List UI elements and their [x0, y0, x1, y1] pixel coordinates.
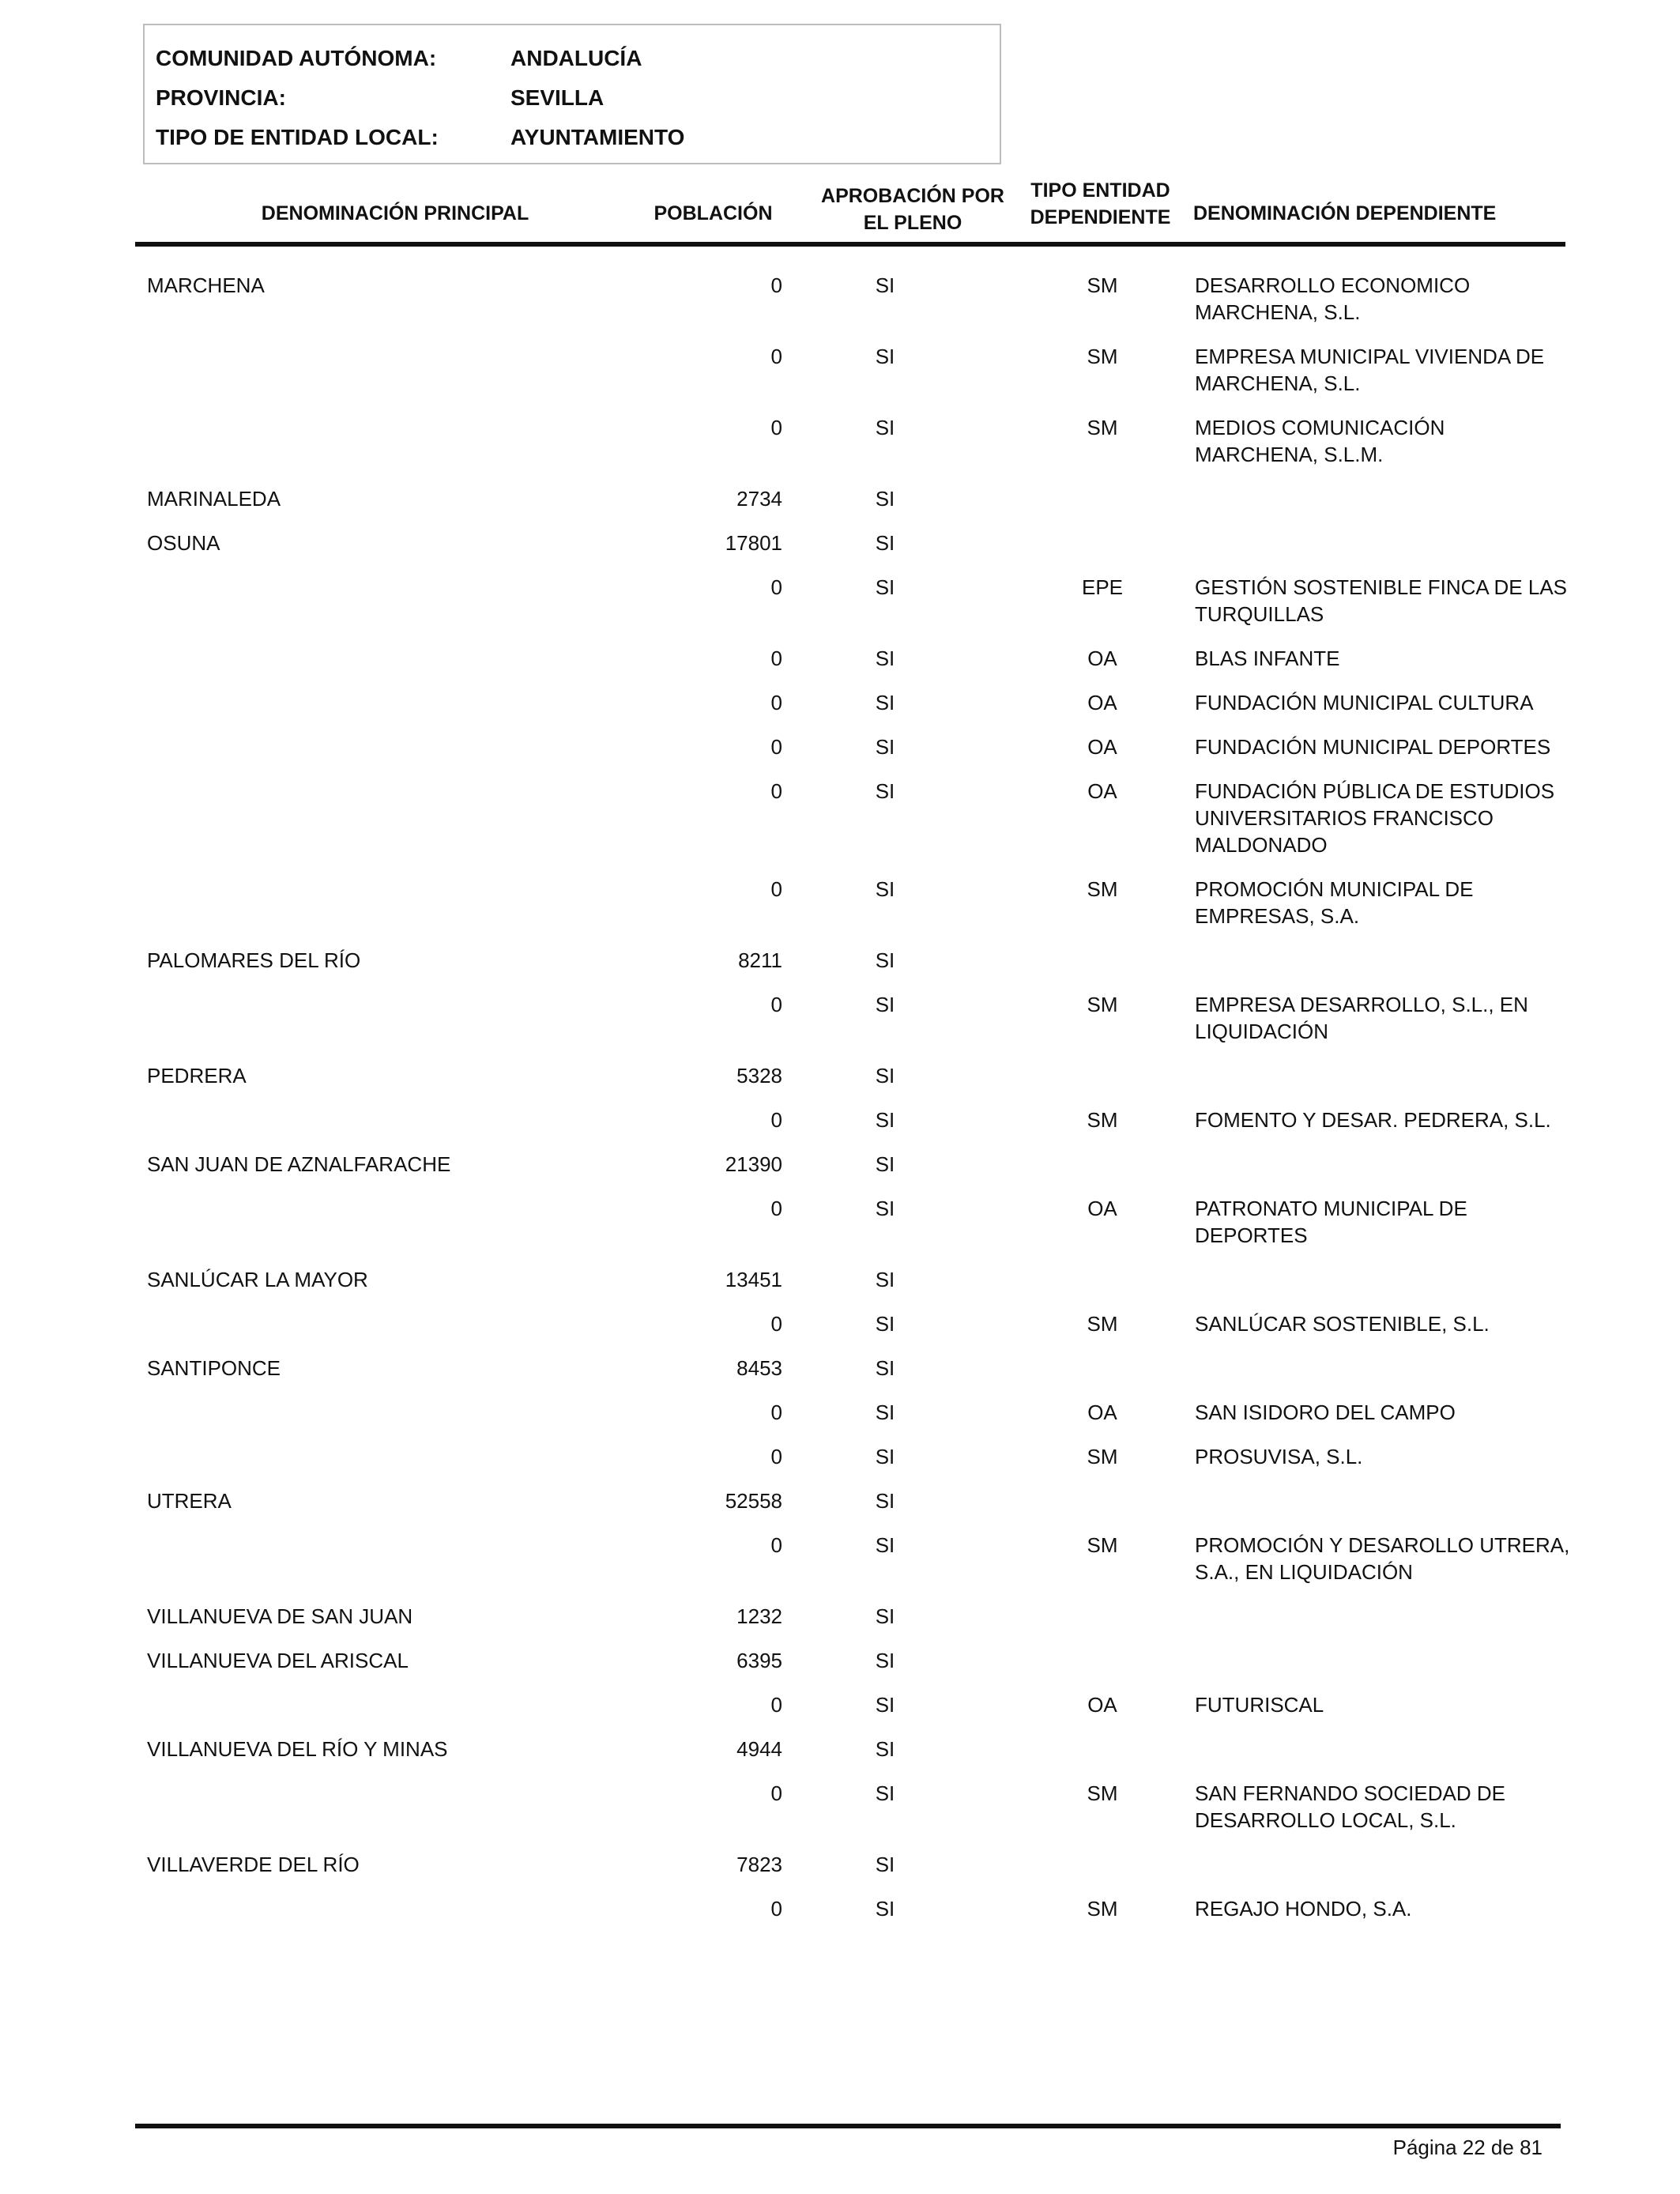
- cell-poblacion: 4944: [736, 1737, 782, 1761]
- dependiente-line: MARCHENA, S.L.M.: [1195, 443, 1384, 466]
- dependiente-line: EMPRESA DESARROLLO, S.L., EN: [1195, 993, 1528, 1016]
- cell-dependiente: [1195, 991, 1546, 1045]
- column-header-dependiente: DENOMINACIÓN DEPENDIENTE: [1193, 202, 1497, 224]
- cell-aprobacion: SI: [875, 647, 895, 670]
- cell-poblacion: 13451: [725, 1268, 782, 1291]
- cell-aprobacion: SI: [875, 1533, 895, 1557]
- page-number: Página 22 de 81: [1392, 2136, 1543, 2159]
- cell-aprobacion: SI: [875, 948, 895, 972]
- cell-aprobacion: SI: [875, 1604, 895, 1628]
- cell-aprobacion: SI: [875, 735, 895, 759]
- cell-dependiente: [1195, 1532, 1570, 1585]
- cell-poblacion: 5328: [736, 1064, 782, 1088]
- dependiente-line: GESTIÓN SOSTENIBLE FINCA DE LAS: [1195, 575, 1568, 599]
- cell-poblacion: 2734: [736, 487, 782, 511]
- cell-aprobacion: SI: [875, 345, 895, 368]
- cell-tipo: SM: [1087, 1445, 1118, 1468]
- cell-poblacion: 0: [770, 1781, 782, 1805]
- column-header-tipo: [1011, 177, 1189, 231]
- dependiente-line: MALDONADO: [1195, 833, 1328, 857]
- cell-tipo: SM: [1087, 1781, 1118, 1805]
- cell-dependiente: [1195, 414, 1546, 468]
- dependiente-line: DEPORTES: [1195, 1223, 1308, 1247]
- dependiente-line: FUNDACIÓN PÚBLICA DE ESTUDIOS: [1195, 779, 1555, 803]
- cell-denominacion: PALOMARES DEL RÍO: [147, 948, 361, 972]
- cell-tipo: SM: [1087, 993, 1118, 1016]
- cell-tipo: SM: [1087, 416, 1118, 439]
- cell-poblacion: 0: [770, 1108, 782, 1132]
- cell-dependiente: [1195, 1310, 1546, 1337]
- cell-aprobacion: SI: [875, 1108, 895, 1132]
- column-header-denominacion: DENOMINACIÓN PRINCIPAL: [261, 202, 529, 224]
- cell-denominacion: VILLAVERDE DEL RÍO: [147, 1853, 360, 1876]
- cell-poblacion: 0: [770, 647, 782, 670]
- dependiente-line: FUNDACIÓN MUNICIPAL CULTURA: [1195, 691, 1534, 714]
- cell-denominacion: VILLANUEVA DEL RÍO Y MINAS: [147, 1737, 448, 1761]
- dependiente-line: SAN ISIDORO DEL CAMPO: [1195, 1400, 1456, 1424]
- cell-tipo: SM: [1087, 1897, 1118, 1921]
- cell-dependiente: [1195, 574, 1568, 628]
- tipo-entidad-value: AYUNTAMIENTO: [510, 125, 685, 149]
- cell-aprobacion: SI: [875, 1400, 895, 1424]
- cell-poblacion: 0: [770, 1533, 782, 1557]
- cell-tipo: SM: [1087, 1312, 1118, 1336]
- cell-poblacion: 0: [770, 691, 782, 714]
- cell-poblacion: 0: [770, 993, 782, 1016]
- cell-poblacion: 7823: [736, 1853, 782, 1876]
- cell-aprobacion: SI: [875, 1197, 895, 1220]
- cell-dependiente: [1195, 1691, 1546, 1718]
- dependiente-line: PROSUVISA, S.L.: [1195, 1445, 1363, 1468]
- cell-dependiente: [1195, 645, 1546, 672]
- cell-denominacion: PEDRERA: [147, 1064, 247, 1088]
- cell-aprobacion: SI: [875, 575, 895, 599]
- cell-dependiente: [1195, 1399, 1546, 1426]
- cell-aprobacion: SI: [875, 531, 895, 555]
- cell-aprobacion: SI: [875, 416, 895, 439]
- column-header-aprobacion: [814, 183, 1011, 236]
- cell-denominacion: UTRERA: [147, 1489, 232, 1513]
- dependiente-line: PROMOCIÓN MUNICIPAL DE: [1195, 877, 1474, 901]
- cell-poblacion: 0: [770, 1445, 782, 1468]
- cell-tipo: SM: [1087, 273, 1118, 297]
- cell-aprobacion: SI: [875, 1737, 895, 1761]
- cell-aprobacion: SI: [875, 779, 895, 803]
- cell-aprobacion: SI: [875, 1268, 895, 1291]
- cell-aprobacion: SI: [875, 1781, 895, 1805]
- cell-dependiente: [1195, 1443, 1546, 1470]
- cell-poblacion: 0: [770, 1693, 782, 1717]
- cell-poblacion: 6395: [736, 1649, 782, 1672]
- header-divider: [135, 242, 1565, 247]
- cell-aprobacion: SI: [875, 1897, 895, 1921]
- cell-dependiente: [1195, 778, 1555, 858]
- cell-tipo: SM: [1087, 877, 1118, 901]
- cell-aprobacion: SI: [875, 1693, 895, 1717]
- dependiente-line: FOMENTO Y DESAR. PEDRERA, S.L.: [1195, 1108, 1551, 1132]
- dependiente-line: FUNDACIÓN MUNICIPAL DEPORTES: [1195, 735, 1551, 759]
- column-header-poblacion: POBLACIÓN: [654, 202, 773, 224]
- cell-denominacion: MARCHENA: [147, 273, 265, 297]
- cell-poblacion: 0: [770, 1897, 782, 1921]
- cell-dependiente: [1195, 1106, 1551, 1133]
- dependiente-line: UNIVERSITARIOS FRANCISCO: [1195, 806, 1494, 830]
- cell-aprobacion: SI: [875, 877, 895, 901]
- cell-dependiente: [1195, 876, 1546, 929]
- cell-aprobacion: SI: [875, 1853, 895, 1876]
- tipo-entidad-label: TIPO DE ENTIDAD LOCAL:: [156, 125, 439, 149]
- cell-aprobacion: SI: [875, 1445, 895, 1468]
- column-header-aprobacion-line2: EL PLENO: [863, 212, 962, 234]
- cell-poblacion: 0: [770, 877, 782, 901]
- entity-info-box: [143, 24, 1001, 164]
- dependiente-line: DESARROLLO ECONOMICO: [1195, 273, 1471, 297]
- dependiente-line: S.A., EN LIQUIDACIÓN: [1195, 1560, 1413, 1584]
- dependiente-line: BLAS INFANTE: [1195, 647, 1340, 670]
- cell-denominacion: VILLANUEVA DEL ARISCAL: [147, 1649, 409, 1672]
- cell-poblacion: 0: [770, 273, 782, 297]
- cell-tipo: OA: [1087, 1693, 1117, 1717]
- cell-aprobacion: SI: [875, 1064, 895, 1088]
- cell-dependiente: [1195, 1780, 1546, 1834]
- footer-divider: [135, 2124, 1561, 2128]
- dependiente-line: FUTURISCAL: [1195, 1693, 1324, 1717]
- cell-dependiente: [1195, 689, 1546, 716]
- cell-aprobacion: SI: [875, 1312, 895, 1336]
- cell-poblacion: 1232: [736, 1604, 782, 1628]
- cell-denominacion: SANLÚCAR LA MAYOR: [147, 1268, 368, 1291]
- dependiente-line: DESARROLLO LOCAL, S.L.: [1195, 1808, 1456, 1832]
- dependiente-line: PATRONATO MUNICIPAL DE: [1195, 1197, 1467, 1220]
- cell-tipo: OA: [1087, 647, 1117, 670]
- provincia-label: PROVINCIA:: [156, 85, 286, 110]
- cell-poblacion: 0: [770, 575, 782, 599]
- cell-tipo: OA: [1087, 691, 1117, 714]
- cell-poblacion: 0: [770, 735, 782, 759]
- dependiente-line: MARCHENA, S.L.: [1195, 371, 1361, 395]
- cell-aprobacion: SI: [875, 273, 895, 297]
- cell-aprobacion: SI: [875, 1489, 895, 1513]
- cell-poblacion: 0: [770, 1400, 782, 1424]
- cell-aprobacion: SI: [875, 691, 895, 714]
- dependiente-line: LIQUIDACIÓN: [1195, 1020, 1329, 1043]
- cell-aprobacion: SI: [875, 1649, 895, 1672]
- cell-poblacion: 52558: [725, 1489, 782, 1513]
- comunidad-label: COMUNIDAD AUTÓNOMA:: [156, 46, 437, 70]
- column-header-tipo-line1: TIPO ENTIDAD: [1030, 179, 1170, 202]
- dependiente-line: MEDIOS COMUNICACIÓN: [1195, 416, 1445, 439]
- cell-aprobacion: SI: [875, 1356, 895, 1380]
- cell-tipo: OA: [1087, 735, 1117, 759]
- dependiente-line: TURQUILLAS: [1195, 602, 1324, 626]
- cell-dependiente: [1195, 733, 1551, 760]
- dependiente-line: SAN FERNANDO SOCIEDAD DE: [1195, 1781, 1505, 1805]
- cell-denominacion: VILLANUEVA DE SAN JUAN: [147, 1604, 413, 1628]
- cell-tipo: SM: [1087, 1108, 1118, 1132]
- dependiente-line: REGAJO HONDO, S.A.: [1195, 1897, 1412, 1921]
- cell-denominacion: SAN JUAN DE AZNALFARACHE: [147, 1152, 451, 1176]
- cell-aprobacion: SI: [875, 1152, 895, 1176]
- cell-tipo: EPE: [1081, 575, 1124, 599]
- cell-denominacion: SANTIPONCE: [147, 1356, 281, 1380]
- cell-dependiente: [1195, 343, 1546, 397]
- cell-tipo: OA: [1087, 779, 1117, 803]
- cell-tipo: SM: [1087, 345, 1118, 368]
- comunidad-value: ANDALUCÍA: [510, 46, 642, 70]
- cell-tipo: SM: [1087, 1533, 1118, 1557]
- cell-dependiente: [1195, 272, 1546, 326]
- cell-aprobacion: SI: [875, 993, 895, 1016]
- dependiente-line: MARCHENA, S.L.: [1195, 300, 1361, 324]
- dependiente-line: SANLÚCAR SOSTENIBLE, S.L.: [1195, 1312, 1490, 1336]
- cell-poblacion: 8211: [738, 948, 782, 972]
- cell-aprobacion: SI: [875, 487, 895, 511]
- cell-dependiente: [1195, 1195, 1546, 1249]
- cell-denominacion: OSUNA: [147, 531, 220, 555]
- cell-poblacion: 0: [770, 416, 782, 439]
- cell-tipo: OA: [1087, 1197, 1117, 1220]
- cell-poblacion: 21390: [725, 1152, 782, 1176]
- cell-poblacion: 17801: [725, 531, 782, 555]
- cell-poblacion: 0: [770, 779, 782, 803]
- column-header-tipo-line2: DEPENDIENTE: [1030, 206, 1171, 228]
- cell-poblacion: 0: [770, 1312, 782, 1336]
- cell-poblacion: 0: [770, 345, 782, 368]
- column-header-aprobacion-line1: APROBACIÓN POR: [821, 185, 1004, 207]
- cell-poblacion: 0: [770, 1197, 782, 1220]
- dependiente-line: EMPRESA MUNICIPAL VIVIENDA DE: [1195, 345, 1545, 368]
- dependiente-line: PROMOCIÓN Y DESAROLLO UTRERA,: [1195, 1533, 1570, 1557]
- dependiente-line: EMPRESAS, S.A.: [1195, 904, 1360, 928]
- cell-tipo: OA: [1087, 1400, 1117, 1424]
- cell-dependiente: [1195, 1895, 1546, 1922]
- cell-denominacion: MARINALEDA: [147, 487, 281, 511]
- cell-poblacion: 8453: [736, 1356, 782, 1380]
- provincia-value: SEVILLA: [510, 85, 605, 110]
